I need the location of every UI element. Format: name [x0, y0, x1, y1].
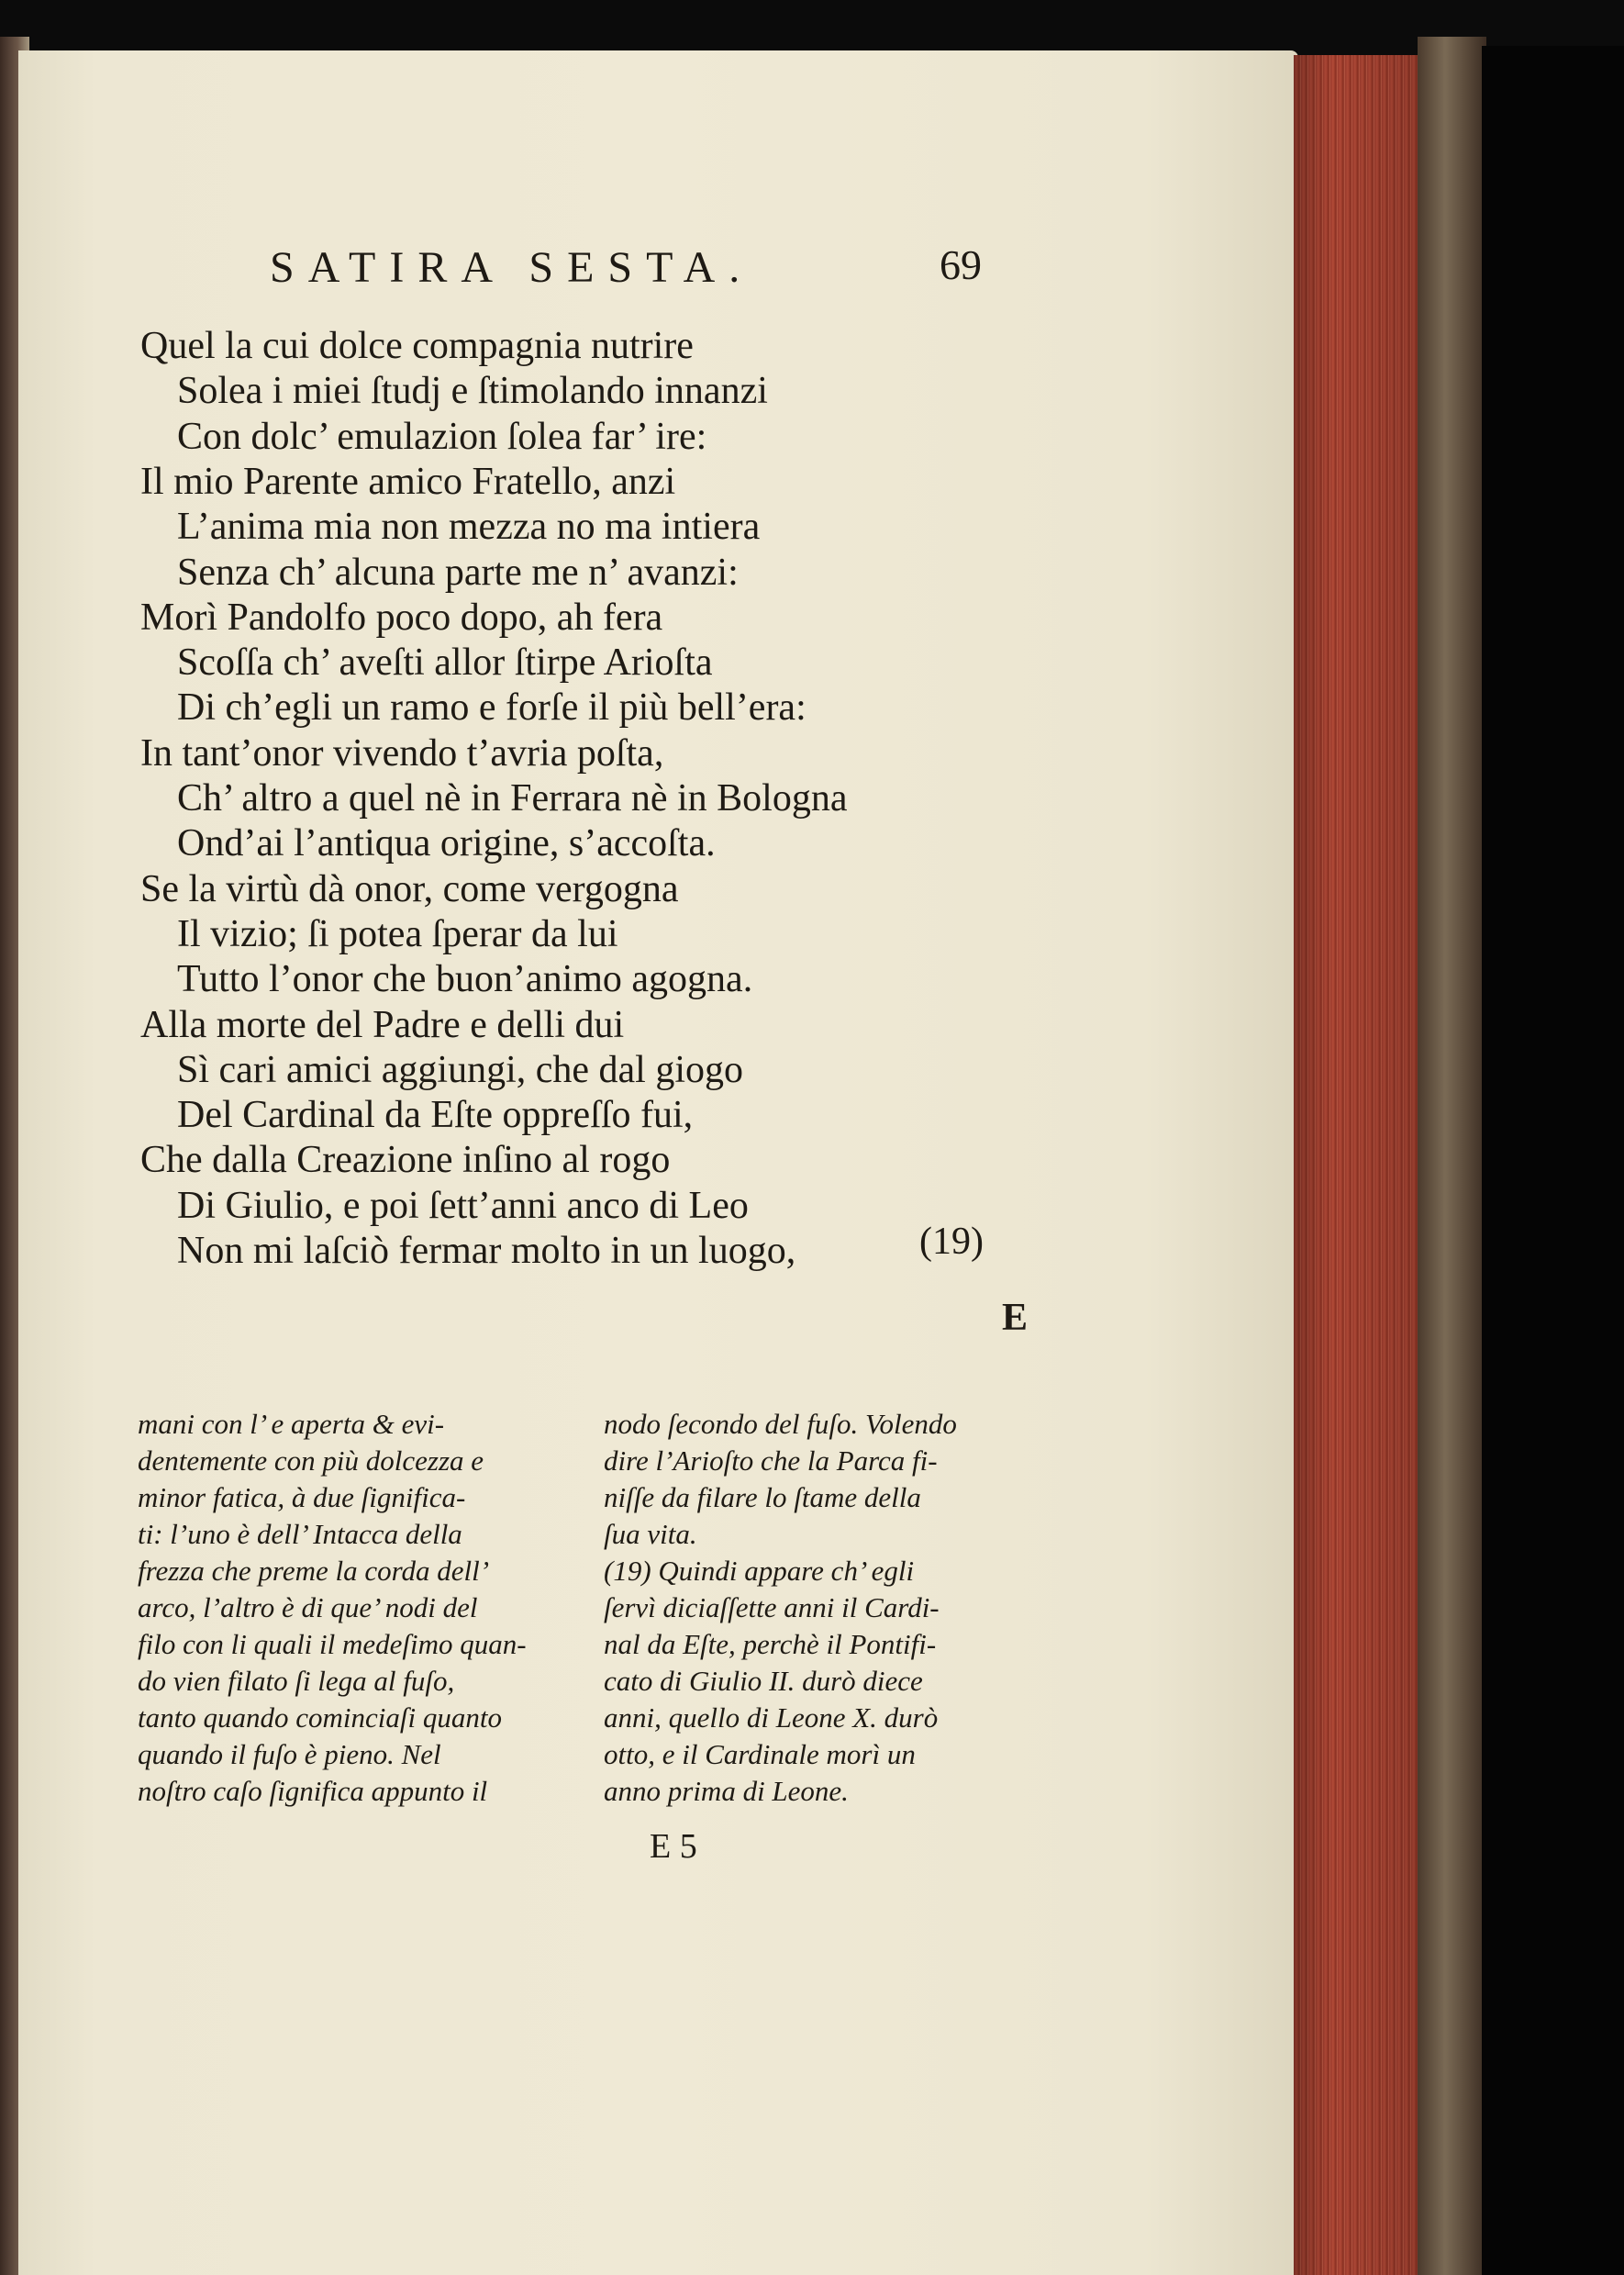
verse-line: Scoſſa ch’ aveſti allor ſtirpe Arioſta [177, 641, 713, 684]
footnote-line: ſervì diciaſſette anni il Cardi- [604, 1591, 940, 1623]
book-cover-board [1418, 37, 1486, 2275]
verse-line: Del Cardinal da Eſte oppreſſo fui, [177, 1094, 694, 1136]
footnote-line: tanto quando cominciaſi quanto [138, 1701, 502, 1734]
footnotes-right-column [604, 1406, 957, 1810]
footnote-line: arco, l’altro è di que’ nodi del [138, 1591, 478, 1623]
signature-mark: E 5 [650, 1827, 697, 1866]
footnote-line: anni, quello di Leone X. durò [604, 1701, 939, 1734]
verse-line: Di Giulio, e poi ſett’anni anco di Leo [177, 1185, 749, 1227]
footnote-line: dire l’Arioſto che la Parca fi- [604, 1444, 938, 1477]
footnote-line: do vien filato ſi lega al fuſo, [138, 1665, 455, 1697]
footnote-line: (19) Quindi appare ch’ egli [604, 1555, 915, 1587]
footnote-line: frezza che preme la corda dell’ [138, 1555, 490, 1587]
verse-line: Non mi laſciò fermar molto in un luogo, [177, 1230, 796, 1272]
verse-line: Che dalla Creazione inſino al rogo [140, 1139, 671, 1181]
footnote-line: minor fatica, à due ſignifica- [138, 1481, 466, 1513]
background [1482, 46, 1624, 2275]
catchword: E [1002, 1297, 1029, 1339]
verse-line: In tant’onor vivendo t’avria poſta, [140, 732, 664, 775]
verse-line: Senza ch’ alcuna parte me n’ avanzi: [177, 552, 739, 594]
footnote-line: noſtro caſo ſignifica appunto il [138, 1775, 488, 1807]
footnote-line: ſua vita. [604, 1518, 697, 1550]
verse-line: Con dolc’ emulazion ſolea far’ ire: [177, 416, 707, 458]
verse-line: Morì Pandolfo poco dopo, ah fera [140, 597, 663, 639]
verse-line: L’anima mia non mezza no ma intiera [177, 506, 761, 548]
footnote-line: nal da Eſte, perchè il Pontifi- [604, 1628, 937, 1660]
footnote-line: ti: l’uno è dell’ Intacca della [138, 1518, 462, 1550]
verse-line: Quel la cui dolce compagnia nutrire [140, 325, 694, 367]
verse-line: Solea i miei ſtudj e ſtimolando innanzi [177, 370, 768, 412]
footnote-line: quando il fuſo è pieno. Nel [138, 1738, 441, 1770]
footnote-line: dentemente con più dolcezza e [138, 1444, 484, 1477]
verse-line: Alla morte del Padre e delli dui [140, 1004, 625, 1046]
verse-line: Ch’ altro a quel nè in Ferrara nè in Bologna [177, 777, 848, 820]
verse-line: Il vizio; ſi potea ſperar da lui [177, 913, 618, 955]
verse-line: Di ch’egli un ramo e forſe il più bell’era: [177, 686, 806, 729]
footnote-line: otto, e il Cardinale morì un [604, 1738, 916, 1770]
footnotes-left-column [138, 1406, 527, 1810]
footnote-line: nodo ſecondo del fuſo. Volendo [604, 1408, 957, 1440]
footnote-line: anno prima di Leone. [604, 1775, 849, 1807]
verse-line: Se la virtù dà onor, come vergogna [140, 868, 679, 910]
page-number: 69 [940, 241, 982, 288]
footnote-line: cato di Giulio II. durò diece [604, 1665, 923, 1697]
verse-line: Sì cari amici aggiungi, che dal giogo [177, 1049, 743, 1091]
page-fore-edge [1294, 55, 1422, 2275]
running-head: SATIRA SESTA. [270, 243, 754, 292]
footnote-line: niſſe da filare lo ſtame della [604, 1481, 921, 1513]
verse-line: Ond’ai l’antiqua origine, s’accoſta. [177, 822, 716, 864]
footnote-line: mani con l’ e aperta & evi- [138, 1408, 445, 1440]
verse-line: Tutto l’onor che buon’animo agogna. [177, 958, 753, 1000]
verse-line: Il mio Parente amico Fratello, anzi [140, 461, 676, 503]
note-marker: (19) [919, 1221, 984, 1263]
footnote-line: filo con li quali il medeſimo quan- [138, 1628, 527, 1660]
